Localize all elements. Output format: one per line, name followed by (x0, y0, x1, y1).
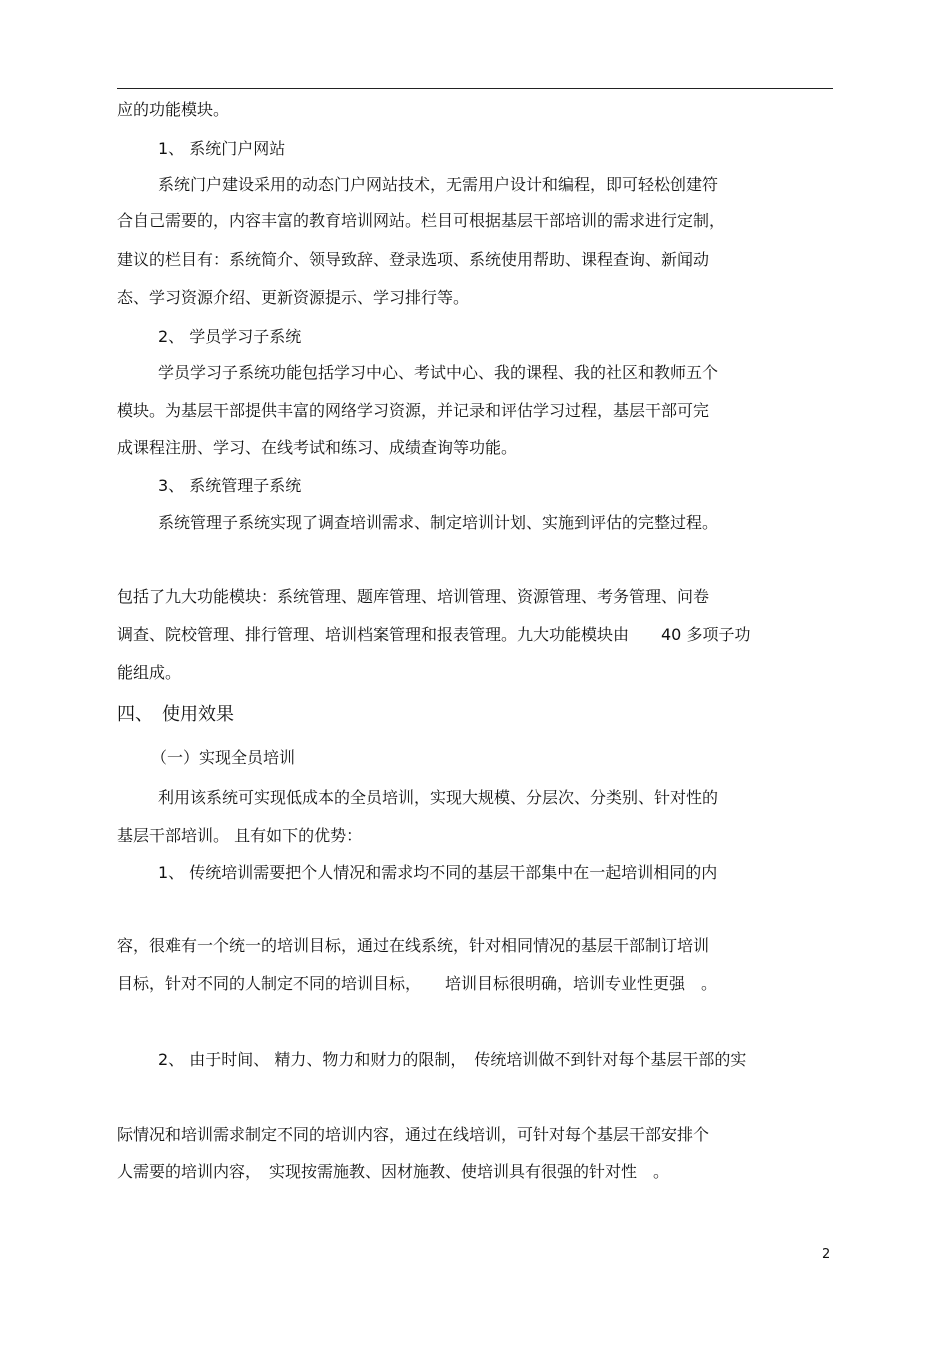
text-line: 基层干部培训。 且有如下的优势： (117, 826, 363, 845)
text-line: 目标，针对不同的人制定不同的培训目标， 培训目标很明确，培训专业性更强 。 (117, 974, 718, 993)
text-line: 学员学习子系统功能包括学习中心、考试中心、我的课程、我的社区和教师五个 (158, 363, 719, 382)
section-heading: 四、 使用效果 (117, 704, 234, 725)
text-line: 能组成。 (117, 663, 182, 682)
page-number: 2 (822, 1247, 831, 1262)
text-line: 调查、院校管理、排行管理、培训档案管理和报表管理。九大功能模块由 40 多项子功 (117, 625, 751, 644)
text-line: 合自己需要的，内容丰富的教育培训网站。栏目可根据基层干部培训的需求进行定制， (117, 211, 726, 230)
text-line: 系统管理子系统实现了调查培训需求、制定培训计划、实施到评估的完整过程。 (158, 513, 719, 532)
text-line: 态、学习资源介绍、更新资源提示、学习排行等。 (117, 288, 470, 307)
subheading-line: 2、 学员学习子系统 (158, 327, 302, 346)
text-line: 利用该系统可实现低成本的全员培训，实现大规模、分层次、分类别、针对性的 (158, 788, 719, 807)
text-line: 模块。为基层干部提供丰富的网络学习资源，并记录和评估学习过程，基层干部可完 (117, 401, 710, 420)
header-rule (117, 88, 833, 89)
text-line: 应的功能模块。 (117, 100, 230, 119)
text-line: 系统门户建设采用的动态门户网站技术，无需用户设计和编程，即可轻松创建符 (158, 175, 719, 194)
text-line: 容，很难有一个统一的培训目标，通过在线系统，针对相同情况的基层干部制订培训 (117, 936, 710, 955)
subheading-line: 1、 系统门户网站 (158, 139, 286, 158)
text-line: 包括了九大功能模块：系统管理、题库管理、培训管理、资源管理、考务管理、问卷 (117, 587, 710, 606)
subheading-line: 3、 系统管理子系统 (158, 476, 302, 495)
subheading-line: （一）实现全员培训 (151, 748, 296, 767)
text-line: 1、 传统培训需要把个人情况和需求均不同的基层干部集中在一起培训相同的内 (158, 863, 718, 882)
text-line: 人需要的培训内容， 实现按需施教、因材施教、使培训具有很强的针对性 。 (117, 1162, 670, 1181)
text-line: 2、 由于时间、 精力、物力和财力的限制， 传统培训做不到针对每个基层干部的实 (158, 1050, 747, 1069)
text-line: 建议的栏目有：系统简介、领导致辞、登录选项、系统使用帮助、课程查询、新闻动 (117, 250, 710, 269)
text-line: 成课程注册、学习、在线考试和练习、成绩查询等功能。 (117, 438, 518, 457)
text-line: 际情况和培训需求制定不同的培训内容，通过在线培训，可针对每个基层干部安排个 (117, 1125, 710, 1144)
